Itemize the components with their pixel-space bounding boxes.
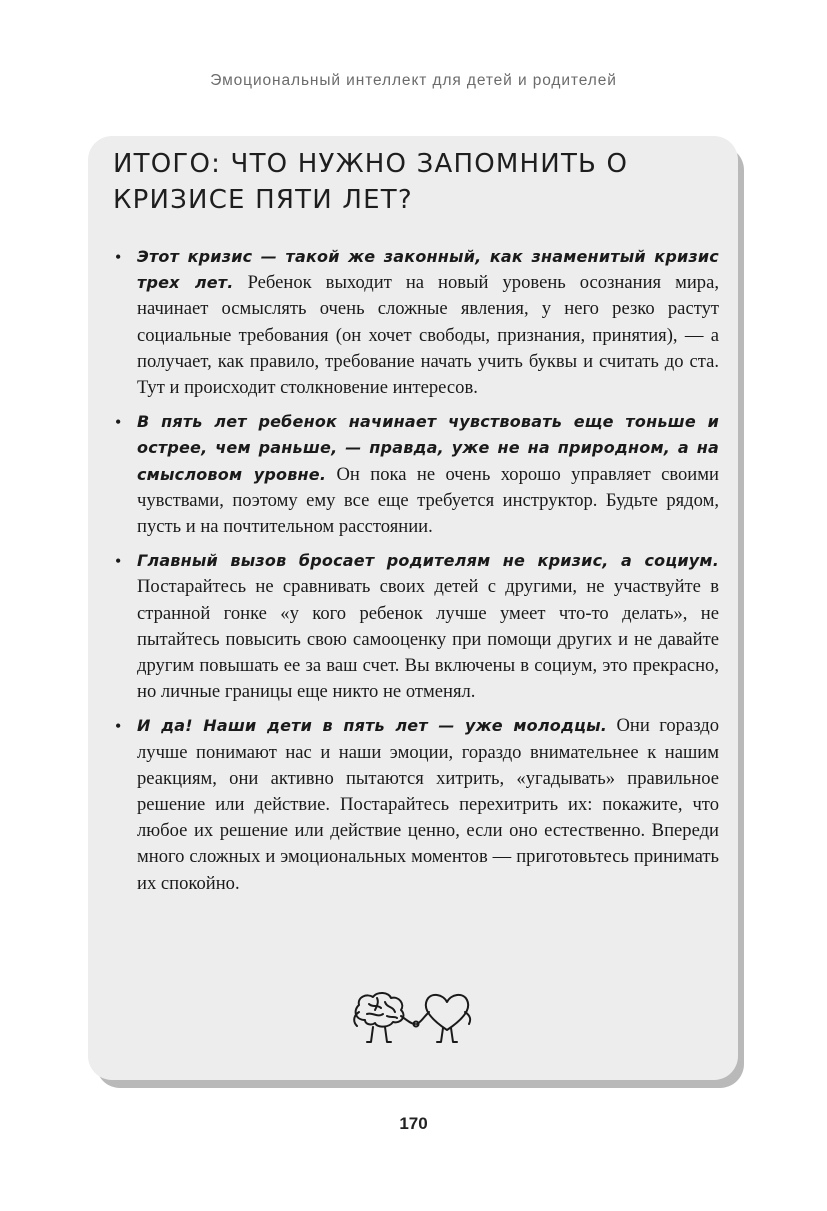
list-item xyxy=(113,548,719,705)
item-lead: В пять лет ребенок начинает чувствовать еще тоньше и острее, чем раньше, — правда, уже не на природном, а на смысловом уровне. xyxy=(137,412,719,484)
list-item xyxy=(113,713,719,896)
bullet-icon: • xyxy=(115,716,122,737)
item-lead: И да! Наши дети в пять лет — уже молодцы. xyxy=(137,716,608,736)
summary-box-title: ИТОГО: ЧТО НУЖНО ЗАПОМНИТЬ О КРИЗИСЕ ПЯТИ ЛЕТ? xyxy=(113,149,629,215)
running-head: Эмоциональный интеллект для детей и родителей xyxy=(210,72,617,89)
item-lead: Этот кризис — такой же законный, как знаменитый кризис трех лет. xyxy=(137,247,719,293)
list-item xyxy=(113,409,719,540)
brain-and-heart-holding-hands-icon xyxy=(347,990,477,1050)
page-number: 170 xyxy=(399,1114,428,1133)
item-lead: Главный вызов бросает родителям не кризис, а социум. xyxy=(137,551,719,571)
bullet-icon: • xyxy=(115,247,122,267)
bullet-icon: • xyxy=(115,551,122,572)
item-text: Постарайтесь не сравнивать своих детей с другими, не участвуйте в странной гонке «у кого ребенок лучше умеет что-то делать», не пытайтесь повысить свою самооценку при помощи других и не давайте другим повышать ее за ваш счет. Вы включены в социум, это прекрасно, но личные границы еще никто не отменял. xyxy=(137,576,719,703)
bullet-icon: • xyxy=(115,412,122,433)
item-text: Он пока не очень хорошо управляет своими чувствами, поэтому ему все еще требуется инструктор. Будьте рядом, пусть и на почтительном расстоянии. xyxy=(137,463,719,538)
summary-list xyxy=(113,244,719,905)
item-text: Они гораздо лучше понимают нас и наши эмоции, гораздо внимательнее к нашим реакциям, они активно пытаются хитрить, «угадывать» правильное решение или действие. Постарайтесь перехитрить их: покажите, что любое их решение или действие ценно, если оно естественно. Впереди много сложных и эмоциональных моментов — приготовьтесь принимать их спокойно. xyxy=(137,715,719,894)
item-text: Ребенок выходит на новый уровень осознания мира, начинает осмыслять очень сложные явления, у него резко растут социальные требования (он хочет свободы, признания, принятия), — а получает, как правило, требование начать учить буквы и считать до ста. Тут и происходит столкновение интересов. xyxy=(137,272,719,399)
list-item xyxy=(113,244,719,401)
